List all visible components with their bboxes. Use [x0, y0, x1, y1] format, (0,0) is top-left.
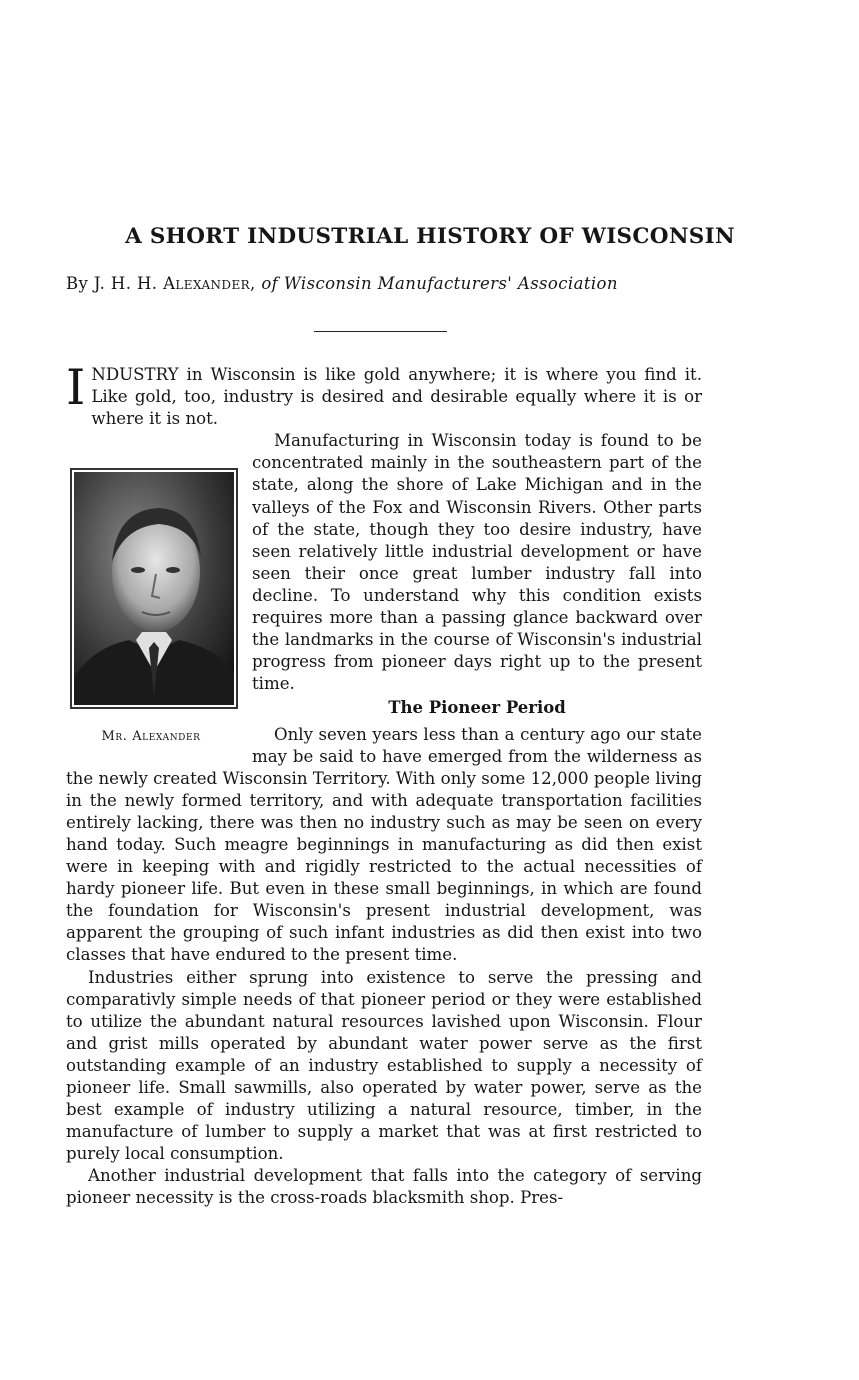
author-portrait-photo	[70, 468, 238, 709]
byline-organization: of Wisconsin Manufacturers' Association	[261, 274, 618, 293]
author-photo-figure	[66, 468, 236, 748]
paragraph-manufacturing: Manufacturing in Wisconsin today is found to be concentrated mainly in the southeastern part of the state, along the shore of Lake Michigan and in the valleys of the Fox and Wisconsin Rivers. Other parts of the state, though they too desire industry, have seen relatively little industrial development or have seen their once great lumber industry fall into decline. To understand why this condition exists requires more than a passing glance backward over the landmarks in the course of Wisconsin's industrial progress from pioneer days right up to the present time.	[252, 431, 702, 694]
paragraph-industries: Industries either sprung into existence to serve the pressing and comparativly simple needs of that pioneer period or they were established to utilize the abundant natural resources lavished upon Wisconsin. Flour and grist mills operated by abundant water power serve as the first outstanding example of an industry established to supply a necessity of pioneer life. Small sawmills, also operated by water power, serve as the best example of industry utilizing a natural resource, timber, in the manufacture of lumber to supply a market that was at first restricted to purely local consumption.	[66, 967, 702, 1164]
article-title: A SHORT INDUSTRIAL HISTORY OF WISCONSIN	[125, 224, 735, 249]
intro-paragraph	[66, 359, 702, 430]
article-body	[66, 359, 702, 1210]
paragraph-blacksmith: Another industrial development that falls into the category of serving pioneer necessity is the cross-roads blacksmith shop. Pres-	[66, 1166, 702, 1208]
paragraph-pioneer-period: Only seven years less than a century ago our state may be said to have emerged from the wilderness as the newly created Wisconsin Territory. With only some 12,000 people living in the newly formed territory, and with adequate transportation facilities entirely lacking, there was then no industry such as may be seen on every hand today. Such meagre beginnings in manufacturing as did then exist were in keeping with and rigidly restricted to the actual necessities of hardy pioneer life. But even in these small beginnings, in which are found the foundation for Wisconsin's present industrial development, was apparent the grouping of such infant industries as did then exist into two classes that have endured to the present time.	[66, 724, 702, 965]
title-divider	[314, 331, 447, 332]
byline	[66, 274, 706, 293]
photo-caption: Mr. Alexander	[101, 729, 201, 745]
intro-text: NDUSTRY in Wisconsin is like gold anywhere; it is where you find it. Like gold, too, industry is desired and desirable equally where it is or where it is not.	[91, 365, 702, 429]
byline-author: Alexander,	[163, 274, 256, 293]
drop-cap: I	[66, 359, 86, 416]
section-heading: The Pioneer Period	[388, 698, 566, 718]
portrait-image	[74, 472, 234, 705]
byline-prefix: By J. H. H.	[66, 274, 158, 293]
